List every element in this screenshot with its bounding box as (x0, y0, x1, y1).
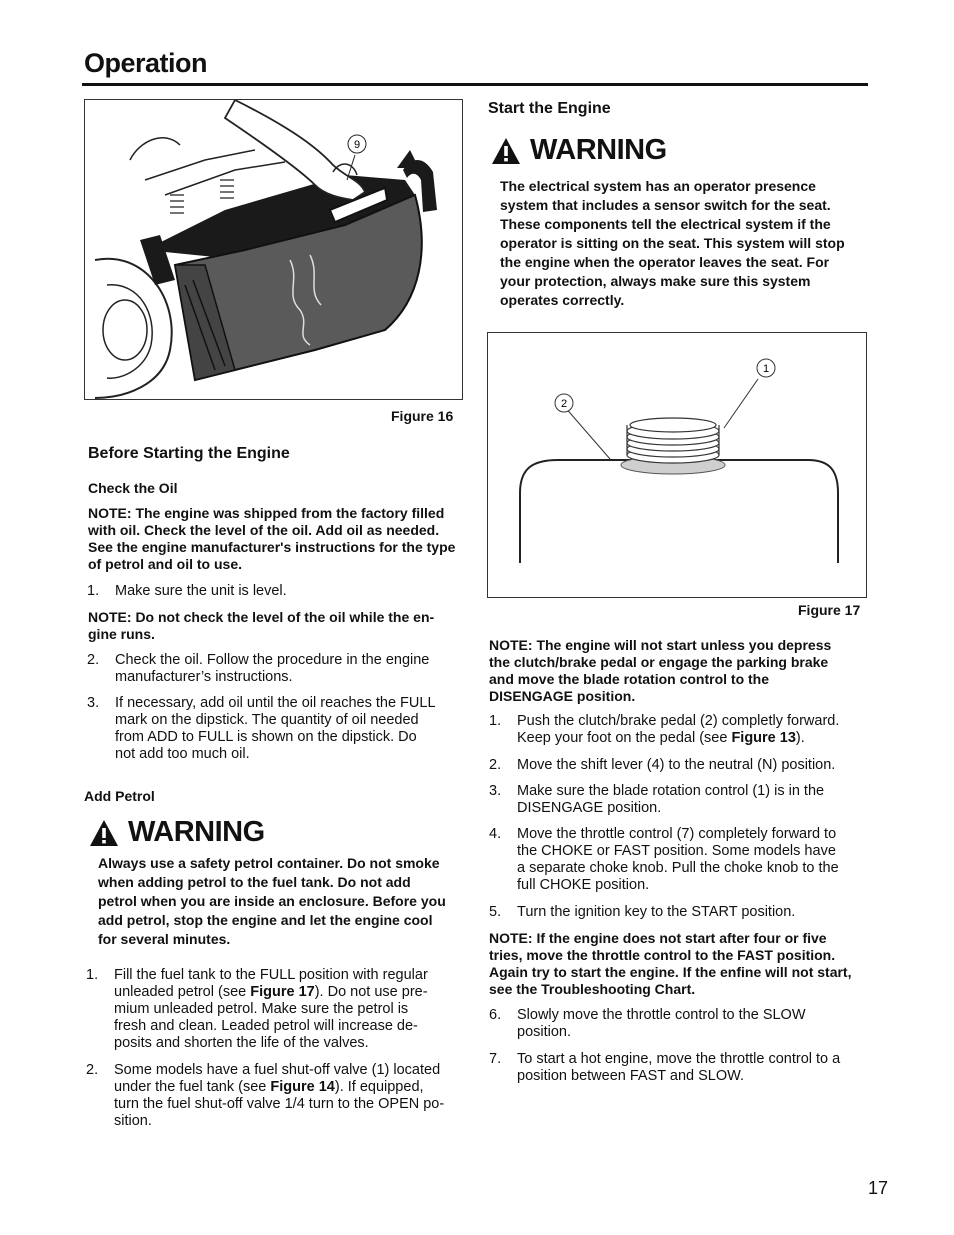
start-step-3: 3. Make sure the blade rotation control (1) is in the DISENGAGE position. (489, 783, 825, 816)
figure-16-callout: 9 (353, 139, 361, 151)
start-step-4: 4. Move the throttle control (7) completely forward to the CHOKE or FAST position. Some models have a separate choke knob. Pull the choke knob to the full CHOKE position. (489, 826, 839, 893)
start-step-1: 1. Push the clutch/brake pedal (2) completly forward. Keep your foot on the pedal (see Figure 13). (489, 713, 840, 746)
figure-17-image (487, 332, 867, 598)
warning-triangle-icon (88, 818, 120, 848)
figure-16-image (84, 99, 463, 400)
start-engine-heading: Start the Engine (488, 100, 611, 117)
figure-13-reference[interactable]: Figure 13 (731, 730, 796, 746)
figure-17-callout-2: 2 (560, 398, 568, 410)
start-step-7: 7. To start a hot engine, move the throttle control to a position between FAST and SLOW. (489, 1051, 841, 1084)
figure-17-callout-1: 1 (762, 363, 770, 375)
check-oil-step-1: 1. Make sure the unit is level. (87, 583, 287, 599)
page-title: Operation (84, 48, 208, 78)
start-step-6: 6. Slowly move the throttle control to the SLOW position. (489, 1007, 806, 1040)
figure-17-caption: Figure 17 (798, 602, 861, 618)
add-petrol-step-2: 2. Some models have a fuel shut-off valve (1) located under the fuel tank (see Figure 14). If equipped, turn the fuel shut-off valve 1/4 turn to the OPEN po- sition. (86, 1062, 445, 1129)
figure-14-reference[interactable]: Figure 14 (270, 1079, 335, 1095)
fuel-tank-illustration (488, 333, 866, 597)
figure-17-reference[interactable]: Figure 17 (250, 984, 315, 1000)
check-oil-note-2: NOTE: Do not check the level of the oil while the en- gine runs. (88, 609, 435, 642)
title-rule (82, 83, 868, 86)
figure-16-caption: Figure 16 (391, 408, 454, 424)
check-oil-heading: Check the Oil (88, 480, 178, 496)
start-note-2: NOTE: If the engine does not start after four or five tries, move the throttle control to the FAST position. Again try to start the engine. If the enfine will not start, see the Troubleshooting Chart. (489, 930, 852, 997)
start-warning-header (490, 134, 667, 167)
warning-word: WARNING (530, 134, 667, 166)
before-starting-heading: Before Starting the Engine (88, 445, 290, 462)
warning-word: WARNING (128, 816, 265, 848)
start-warning-text: The electrical system has an operator presence system that includes a sensor switch for the seat. These components tell the electrical system if the operator is sitting on the seat. This system will stop the engine when the operator leaves the seat. For your protection, always make sure this system operates correctly. (500, 178, 845, 308)
add-petrol-warning-header (88, 816, 265, 849)
start-note-1: NOTE: The engine will not start unless you depress the clutch/brake pedal or engage the parking brake and move the blade rotation control to the DISENGAGE position. (489, 637, 832, 704)
grass-bag-illustration (85, 100, 462, 399)
warning-triangle-icon (490, 136, 522, 166)
page-number: 17 (868, 1178, 889, 1198)
start-step-2: 2. Move the shift lever (4) to the neutral (N) position. (489, 757, 836, 773)
add-petrol-step-1: 1. Fill the fuel tank to the FULL position with regular unleaded petrol (see Figure 17). Do not use pre- mium unleaded petrol. Make sure the petrol is fresh and clean. Leaded petrol will increase de- posits and shorten the life of the valves. (86, 967, 428, 1051)
add-petrol-warning-text: Always use a safety petrol container. Do not smoke when adding petrol to the fuel tank. Do not add petrol when you are inside an enclosure. Before you add petrol, stop the engine and let the engine cool for several minutes. (98, 855, 446, 947)
check-oil-step-2: 2. Check the oil. Follow the procedure in the engine manufacturer’s instructions. (87, 652, 430, 685)
start-step-5: 5. Turn the ignition key to the START position. (489, 904, 796, 920)
add-petrol-heading: Add Petrol (84, 788, 155, 804)
check-oil-note: NOTE: The engine was shipped from the factory filled with oil. Check the level of the oil. Add oil as needed. See the engine manufacturer's instructions for the type of petrol and oil to use. (88, 505, 456, 572)
check-oil-step-3: 3. If necessary, add oil until the oil reaches the FULL mark on the dipstick. The quantity of oil needed from ADD to FULL is shown on the dipstick. Do not add too much oil. (87, 695, 436, 762)
